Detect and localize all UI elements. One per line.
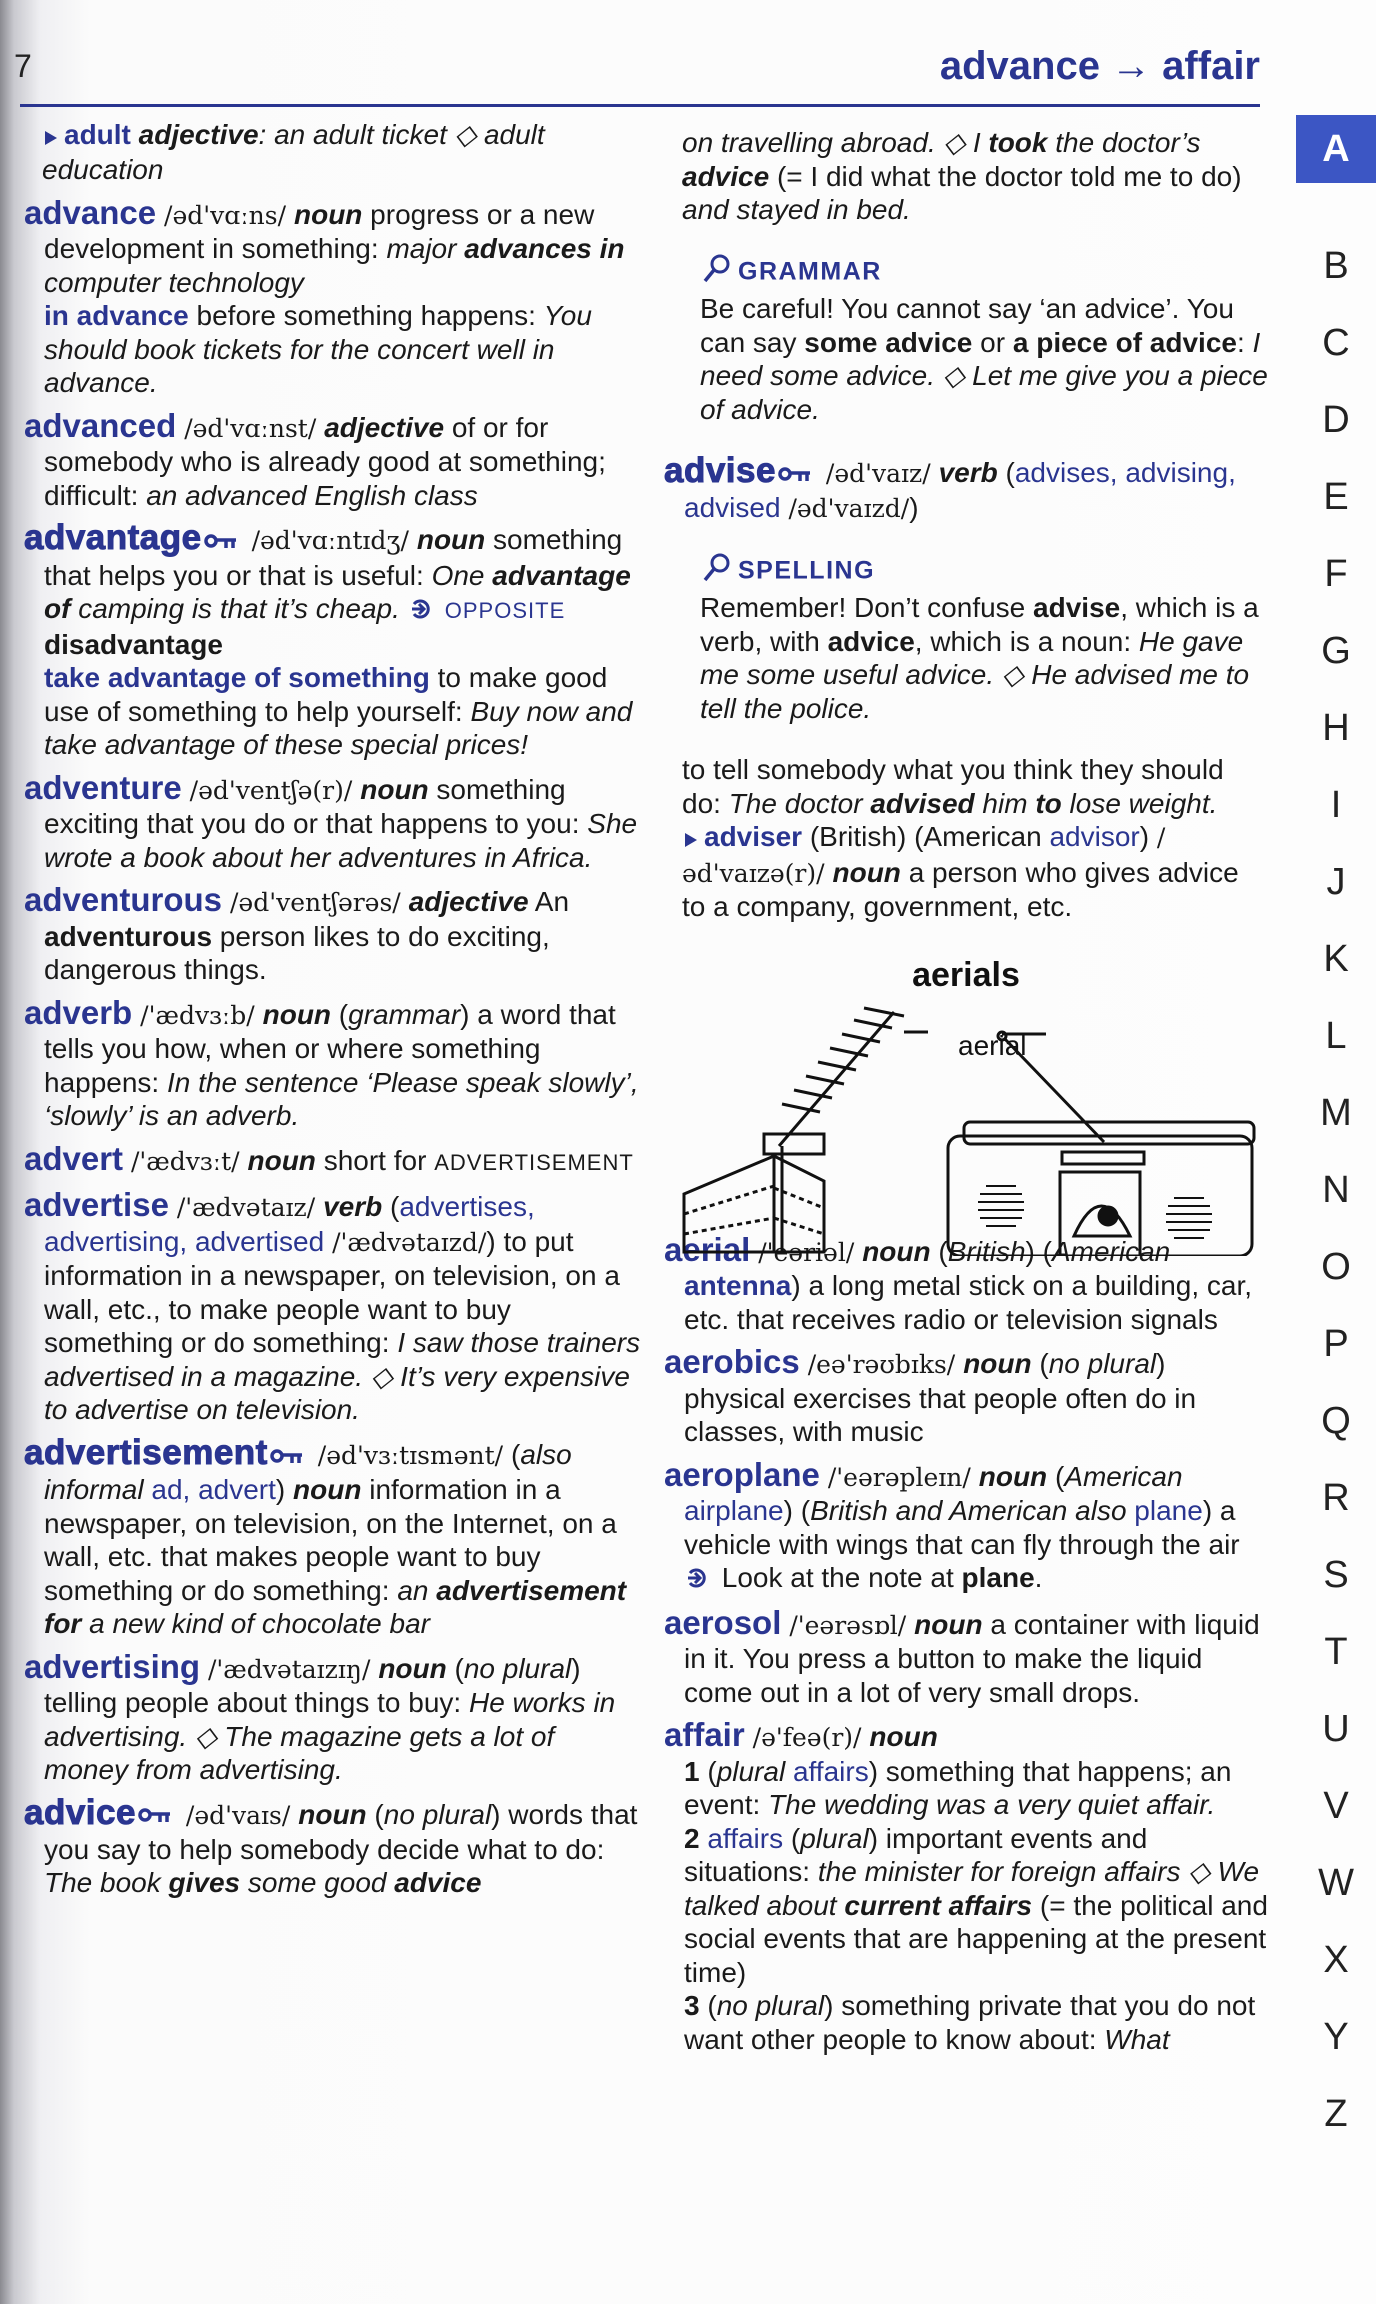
magnifier-icon [702, 253, 732, 293]
dictionary-entry [24, 1139, 644, 1180]
text-run: You should book tickets for the concert well in advance. [44, 300, 592, 399]
text-run: Be careful! You cannot say ‘an advice’. You can say [700, 293, 1234, 358]
text-run: advises, advising, advised [684, 457, 1236, 524]
text-run: SPELLING [738, 556, 876, 585]
text-run: no plural [463, 1652, 572, 1684]
text-run: ) [1139, 821, 1157, 853]
text-run: noun [293, 198, 363, 230]
text-run: a person who gives advice to a company, government, etc. [682, 856, 1239, 923]
dictionary-entry [24, 518, 644, 661]
text-run: adjective [130, 119, 259, 150]
text-run: American [1051, 1235, 1171, 1267]
note-box-title [664, 552, 1268, 592]
text-run: took [988, 127, 1048, 158]
text-run: One [431, 559, 493, 591]
text-run: airplane [684, 1495, 784, 1527]
text-run: ad, advert [151, 1474, 276, 1506]
aerials-illustration [664, 956, 1268, 1256]
text-run: (British) (American [802, 821, 1050, 853]
text-run: ( [997, 457, 1015, 488]
thumb-index-letter-c[interactable]: C [1322, 322, 1350, 364]
text-run: advances in [464, 233, 625, 265]
pronunciation: /'ædvətaɪzɪŋ/ [200, 1654, 379, 1684]
headword: adventure [24, 768, 182, 806]
text-run: some good [240, 1867, 395, 1899]
entry-text [664, 820, 1268, 923]
figure-title: aerials [912, 956, 1020, 994]
text-run: something that helps you or that is useful: [44, 524, 623, 591]
text-run: on travelling abroad. ◇ I [682, 127, 989, 158]
thumb-index-letter-n[interactable]: N [1322, 1169, 1350, 1211]
text-run: (= I did what the doctor told me to do) [769, 160, 1242, 192]
triangle-arrow-icon [684, 822, 698, 856]
text-run: noun [914, 1608, 983, 1640]
thumb-index-letter-b[interactable]: B [1323, 245, 1349, 287]
text-run: I saw those trainers advertised in a magazine. ◇ It’s very expensive to advertise on television. [44, 1327, 641, 1426]
page-number: 7 [14, 48, 32, 84]
thumb-index-letter-s[interactable]: S [1323, 1554, 1349, 1596]
dictionary-entry [24, 1432, 644, 1641]
text-run: of or for somebody who is already good at something; difficult: [44, 411, 606, 511]
headword: advertising [24, 1647, 201, 1685]
text-run: noun [262, 998, 332, 1030]
text-run: ) telling people about things to buy: [44, 1652, 581, 1719]
text-run: plural [800, 1822, 869, 1854]
text-run: American [1064, 1460, 1183, 1492]
thumb-index-letter-q[interactable]: Q [1321, 1400, 1351, 1442]
pronunciation: /'eərəsɒl/ [781, 1610, 915, 1640]
text-run: : an adult ticket ◇ adult education [42, 119, 545, 186]
text-run: the minister for foreign affairs ◇ We talked about [684, 1856, 1260, 1921]
text-run: adult [64, 119, 131, 150]
text-run: verb [938, 457, 998, 488]
pronunciation: /əd'vɑːntɪdʒ/ [243, 526, 417, 556]
text-run: She wrote a book about her adventures in Africa. [44, 808, 638, 873]
pronunciation: /'eərəpleɪn/ [819, 1462, 979, 1492]
dictionary-entry [664, 1603, 1268, 1710]
text-run: An [528, 886, 570, 918]
entry-text [24, 661, 644, 762]
text-run: noun [298, 1798, 367, 1830]
text-run: ) ( [783, 1495, 811, 1527]
text-run [785, 1756, 793, 1787]
pronunciation: /ə'feə(r)/ [744, 1723, 870, 1753]
text-run: GRAMMAR [738, 256, 882, 285]
text-run: Look at the note at [714, 1562, 962, 1594]
thumb-index-letter-x[interactable]: X [1323, 1939, 1349, 1981]
text-run: OPPOSITE [437, 598, 566, 624]
dictionary-entry [24, 1647, 644, 1787]
thumb-index-letter-j[interactable]: J [1326, 861, 1346, 903]
text-run: ( [1031, 1348, 1049, 1380]
headword: advertisement [24, 1432, 268, 1472]
text-run: ( [511, 1438, 521, 1470]
text-run: In the sentence ‘Please speak slowly’, ‘slowly’ is an adverb. [44, 1066, 639, 1132]
text-run: Remember! Don’t confuse [700, 592, 1034, 624]
thumb-index-letter-g[interactable]: G [1321, 630, 1351, 672]
pronunciation: /'ædvətaɪzd/ [324, 1227, 487, 1257]
text-run: camping is that it’s cheap. [70, 593, 400, 625]
figure-label: aerial [958, 1030, 1027, 1061]
thumb-index-letter-o[interactable]: O [1321, 1246, 1351, 1288]
radio-with-aerial [948, 1032, 1254, 1256]
thumb-index-letter-p[interactable]: P [1323, 1323, 1349, 1365]
entry-text [24, 299, 644, 400]
dictionary-entry [24, 406, 644, 513]
dictionary-entry [664, 1455, 1268, 1597]
dictionary-entry [24, 1188, 644, 1427]
text-run: major [386, 233, 465, 265]
text-run: noun [293, 1474, 362, 1506]
headword: affair [664, 1716, 745, 1754]
text-run: ) [909, 492, 919, 524]
text-run: computer technology [44, 266, 304, 298]
text-run: advise [1033, 592, 1121, 624]
dictionary-entry [24, 1792, 644, 1900]
text-run: an [397, 1574, 437, 1606]
headword: aerial [664, 1230, 751, 1268]
text-run: affairs [792, 1755, 869, 1787]
pronunciation: /əd'vɑːns/ [156, 200, 294, 230]
dictionary-entry [664, 1345, 1268, 1449]
text-run: adventurous [44, 920, 213, 952]
text-run: take advantage of something [44, 662, 430, 694]
tv-aerial-on-chimney [684, 1008, 928, 1252]
text-run: no plural [1048, 1348, 1157, 1380]
text-run: ( [382, 1191, 400, 1223]
headword: advice [24, 1792, 136, 1832]
thumb-index-letter-h[interactable]: H [1322, 707, 1350, 749]
thumb-index-letter-v[interactable]: V [1323, 1785, 1349, 1827]
text-run: also informal [44, 1438, 572, 1506]
text-run: no plural [716, 1990, 825, 2022]
text-run: a new kind of chocolate bar [81, 1608, 430, 1640]
text-run: something exciting that you do or that happens to you: [44, 773, 588, 840]
text-run: plane [961, 1562, 1035, 1594]
text-run: . [1034, 1562, 1043, 1594]
text-run: ( [331, 998, 349, 1030]
text-run: disadvantage [44, 628, 223, 660]
text-run: He gave me some useful advice. ◇ He advised me to tell the police. [700, 625, 1250, 724]
thumb-index-letter-z[interactable]: Z [1324, 2093, 1348, 2135]
magnifier-icon [702, 552, 732, 592]
text-run: ) a word that tells you how, when or where something happens: [44, 998, 616, 1098]
pronunciation: /əd'vaɪs/ [177, 1800, 299, 1830]
thumb-index-letter-u[interactable]: U [1322, 1708, 1350, 1750]
text-run: gives [168, 1867, 241, 1899]
text-run: a container with liquid in it. You press a button to make the liquid come out in a lot of very small drops. [684, 1608, 1260, 1708]
text-run: and stayed in bed. [682, 194, 911, 225]
aerial-drawing [664, 956, 1268, 1256]
note-box-text [664, 591, 1268, 725]
dictionary-entry [24, 993, 644, 1133]
text-run: verb [323, 1191, 383, 1223]
headword: advise [664, 451, 776, 490]
text-run: ) a vehicle with wings that can fly through the air [684, 1495, 1240, 1560]
text-run: noun [360, 773, 429, 805]
text-run: noun [978, 1460, 1048, 1492]
text-run: ) physical exercises that people often do in classes, with music [684, 1348, 1197, 1448]
text-run: advisor [1049, 821, 1140, 853]
text-run: 1 [684, 1755, 708, 1787]
text-run: noun [378, 1652, 447, 1684]
pronunciation: /'ædvətaɪz/ [168, 1193, 324, 1223]
text-run: ( [446, 1652, 464, 1684]
dictionary-entry [24, 883, 644, 987]
text-run: short for [315, 1144, 435, 1176]
pronunciation: /əd'ventʃərəs/ [222, 888, 409, 918]
text-run: ( [1047, 1460, 1065, 1492]
note-box-title [664, 253, 1268, 293]
thumb-index [1296, 115, 1376, 2153]
text-run: progress or a new development in something: [44, 198, 595, 265]
text-run: ) something private that you do not want other people to know about: [684, 1990, 1256, 2055]
text-run: ) important events and situations: [684, 1822, 1148, 1888]
text-run: The wedding was a very quiet affair. [768, 1789, 1216, 1821]
text-run: He works in advertising. ◇ The magazine gets a lot of money from advertising. [44, 1687, 616, 1786]
text-run: an advanced English class [146, 479, 478, 511]
text-run: plane [1134, 1495, 1203, 1527]
note-box-text [664, 292, 1268, 426]
text-run: to [1035, 787, 1062, 819]
headword: advert [24, 1139, 124, 1177]
headword: adventurous [24, 881, 223, 919]
text-run: ) ( [1025, 1235, 1052, 1267]
thumb-index-letter-f[interactable]: F [1324, 553, 1348, 595]
text-run [400, 593, 408, 624]
text-run: noun [862, 1235, 931, 1267]
pronunciation: /əd'vaɪzə(r)/ [682, 823, 1166, 888]
text-run: ( [707, 1990, 717, 2022]
headword: aerobics [664, 1343, 800, 1381]
text-run: I need some advice. ◇ Let me give you a piece of advice. [700, 326, 1268, 425]
text-run: person likes to do exciting, dangerous things. [44, 920, 550, 986]
thumb-index-letter-l[interactable]: L [1325, 1015, 1347, 1057]
headword: advanced [24, 406, 177, 444]
text-run: to tell somebody what you think they should do: [682, 754, 1224, 819]
text-run: a piece of advice [1012, 326, 1237, 358]
text-run: The doctor [728, 787, 871, 819]
headword: advantage [24, 518, 202, 558]
text-run: ADVERTISEMENT [434, 1149, 634, 1175]
pronunciation: /əd'vaɪz/ [817, 459, 939, 488]
header-rule [20, 104, 1260, 107]
thumb-index-letter-m[interactable]: M [1320, 1092, 1352, 1134]
text-run: ) a long metal stick on a building, car, etc. that receives radio or television signals [684, 1270, 1253, 1335]
pronunciation: /'eəriəl/ [750, 1237, 863, 1267]
text-run: some advice [804, 326, 973, 358]
cross-reference-arrow-icon [410, 594, 432, 628]
pronunciation: /əd'ventʃə(r)/ [181, 775, 361, 805]
triangle-arrow-icon [44, 120, 58, 154]
text-run: adjective [324, 411, 445, 443]
headword: adverb [24, 993, 133, 1031]
text-run: adviser [704, 821, 803, 853]
running-head: advance → affair [939, 44, 1260, 88]
key-icon [778, 458, 812, 492]
text-run: the doctor’s [1047, 127, 1201, 158]
text-run: ( [707, 1755, 717, 1787]
text-run: , which is a noun: [914, 625, 1139, 657]
text-run: in advance [44, 300, 189, 332]
text-run: advice [827, 625, 915, 657]
text-run: British [947, 1235, 1026, 1267]
pronunciation: /'ædvɜːt/ [123, 1146, 248, 1176]
key-icon [270, 1440, 304, 1474]
text-run: before something happens: [188, 300, 544, 332]
text-run: : [1236, 326, 1253, 358]
entry-text [664, 126, 1268, 227]
key-icon [204, 525, 238, 559]
text-run: ( [930, 1235, 948, 1267]
dictionary-entry [664, 451, 1268, 526]
headword: aeroplane [664, 1455, 820, 1493]
headword: aerosol [664, 1603, 782, 1641]
text-run: advice [682, 160, 770, 192]
text-run: grammar [348, 998, 461, 1030]
key-icon [138, 1799, 172, 1833]
text-run: adjective [408, 886, 529, 918]
text-run: What [1104, 2023, 1170, 2055]
text-run: lose weight. [1061, 787, 1218, 819]
text-run: advised [870, 787, 975, 819]
entry-text [664, 1989, 1268, 2056]
thumb-index-letter-t[interactable]: T [1324, 1631, 1348, 1673]
text-run: noun [247, 1144, 316, 1176]
thumb-index-letter-k[interactable]: K [1323, 938, 1349, 980]
text-run: noun [416, 524, 486, 556]
text-run: noun [869, 1721, 938, 1753]
text-run: to make good use of something to help yourself: [44, 662, 608, 727]
text-run: 3 [684, 1990, 708, 2022]
text-run: or [972, 326, 1013, 358]
text-run: ) words that you say to help somebody decide what to do: [44, 1798, 638, 1865]
text-run: him [974, 787, 1036, 819]
text-run: British and American also [810, 1495, 1127, 1527]
text-run: affairs [707, 1822, 784, 1854]
pronunciation: /eə'rəʊbɪks/ [799, 1350, 964, 1380]
thumb-index-letter-d[interactable]: D [1322, 399, 1350, 441]
text-run: Buy now and take advantage of these special prices! [44, 695, 633, 761]
cross-reference-arrow-icon [686, 1563, 708, 1597]
thumb-index-letter-y[interactable]: Y [1323, 2016, 1349, 2058]
text-run: information in a newspaper, on television, on the Internet, on a wall, etc. that makes people want to buy something or do something: [44, 1474, 617, 1606]
text-run: advice [394, 1867, 482, 1899]
dictionary-entry [24, 193, 644, 300]
thumb-index-letter-i[interactable]: I [1330, 784, 1342, 826]
text-run: The book [44, 1867, 169, 1899]
text-run: ) something that happens; an event: [684, 1755, 1232, 1821]
text-run: ) to put information in a newspaper, on television, on a wall, etc., to make people want to buy something or do something: [44, 1225, 620, 1359]
text-run: ( [366, 1798, 384, 1830]
text-run: 2 [684, 1822, 708, 1854]
text-run: no plural [383, 1798, 492, 1830]
text-run: noun [832, 856, 901, 888]
entry-text [664, 753, 1268, 820]
text-run: noun [963, 1348, 1032, 1380]
entry-text [664, 1822, 1268, 1990]
dictionary-entry [664, 1718, 1268, 1755]
entry-text [24, 118, 644, 187]
text-run: (= the political and social events that are happening at the present time) [684, 1889, 1268, 1988]
left-column [24, 118, 644, 1900]
text-run: ) [275, 1474, 294, 1506]
text-run: plural [716, 1755, 786, 1787]
headword: advertise [24, 1186, 169, 1224]
dictionary-entry [24, 768, 644, 875]
text-run: advertisement for [44, 1574, 627, 1640]
pronunciation: /'ædvɜːb/ [132, 1000, 263, 1030]
text-run: advantage of [44, 559, 631, 625]
headword: advance [24, 193, 157, 231]
text-run: ( [783, 1822, 801, 1854]
pronunciation: /əd'vaɪzd/ [780, 494, 910, 524]
text-run: advertises, advertising, advertised [44, 1191, 535, 1257]
thumb-index-letter-a[interactable]: A [1296, 115, 1376, 183]
entry-text [664, 1755, 1268, 1822]
pronunciation: /əd'vɜːtɪsmənt/ [309, 1440, 512, 1470]
pronunciation: /əd'vɑːnst/ [176, 413, 325, 443]
text-run: antenna [684, 1270, 792, 1302]
thumb-index-letter-r[interactable]: R [1322, 1477, 1350, 1519]
thumb-index-letter-e[interactable]: E [1323, 476, 1349, 518]
thumb-index-letter-w[interactable]: W [1318, 1862, 1354, 1904]
text-run: , which is a verb, with [700, 592, 1259, 657]
text-run: current affairs [844, 1889, 1033, 1921]
